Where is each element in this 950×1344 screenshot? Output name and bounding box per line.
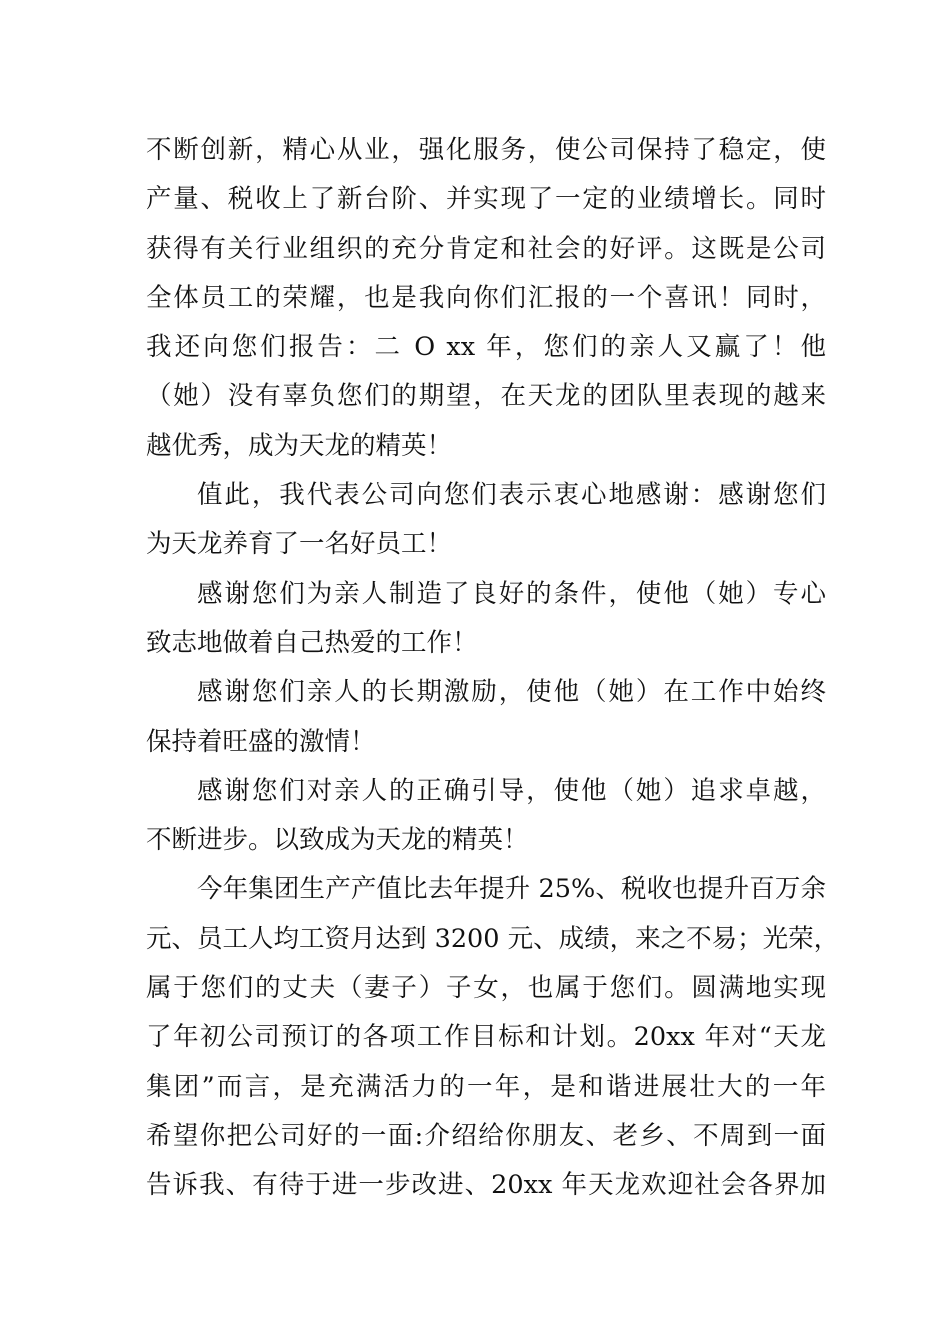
text-line: 不断创新，精心从业，强化服务，使公司保持了稳定，使 [146,135,826,165]
paragraph-first-line: 今年集团生产产值比去年提升 25%、税收也提升百万余 [197,874,826,905]
text-line: 集团”而言，是充满活力的一年，是和谐进展壮大的一年 [146,1071,826,1102]
text-line: 保持着旺盛的激情！ [146,726,376,757]
text-line: 产量、税收上了新台阶、并实现了一定的业绩增长。同时 [146,184,826,215]
text-line: 我还向您们报告：二 O xx 年，您们的亲人又赢了！他 [146,332,826,363]
text-line: 不断进步。以致成为天龙的精英！ [146,825,529,856]
text-line: （她）没有辜负您们的期望，在天龙的团队里表现的越来 [146,381,826,412]
text-line: 了年初公司预订的各项工作目标和计划。20xx 年对“天龙 [146,1022,826,1053]
text-line: 属于您们的丈夫（妻子）子女，也属于您们。圆满地实现 [146,973,826,1004]
paragraph-first-line: 感谢您们对亲人的正确引导，使他（她）追求卓越， [197,775,826,806]
text-line: 告诉我、有待于进一步改进、20xx 年天龙欢迎社会各界加 [146,1170,826,1201]
text-line: 获得有关行业组织的充分肯定和社会的好评。这既是公司 [146,233,826,264]
text-line: 元、员工人均工资月达到 3200 元、成绩，来之不易；光荣， [146,923,840,954]
paragraph-first-line: 值此，我代表公司向您们表示衷心地感谢：感谢您们 [197,480,826,511]
text-line: 越优秀，成为天龙的精英！ [146,430,453,461]
document-body [146,126,840,1211]
text-line: 为天龙养育了一名好员工！ [146,529,453,560]
text-line: 希望你把公司好的一面:介绍给你朋友、老乡、不周到一面 [146,1120,826,1151]
text-line: 致志地做着自己热爱的工作！ [146,627,478,658]
paragraph-first-line: 感谢您们亲人的长期激励，使他（她）在工作中始终 [197,677,826,708]
text-line: 全体员工的荣耀，也是我向你们汇报的一个喜讯！同时， [146,282,826,313]
paragraph-first-line: 感谢您们为亲人制造了良好的条件，使他（她）专心 [197,578,826,609]
